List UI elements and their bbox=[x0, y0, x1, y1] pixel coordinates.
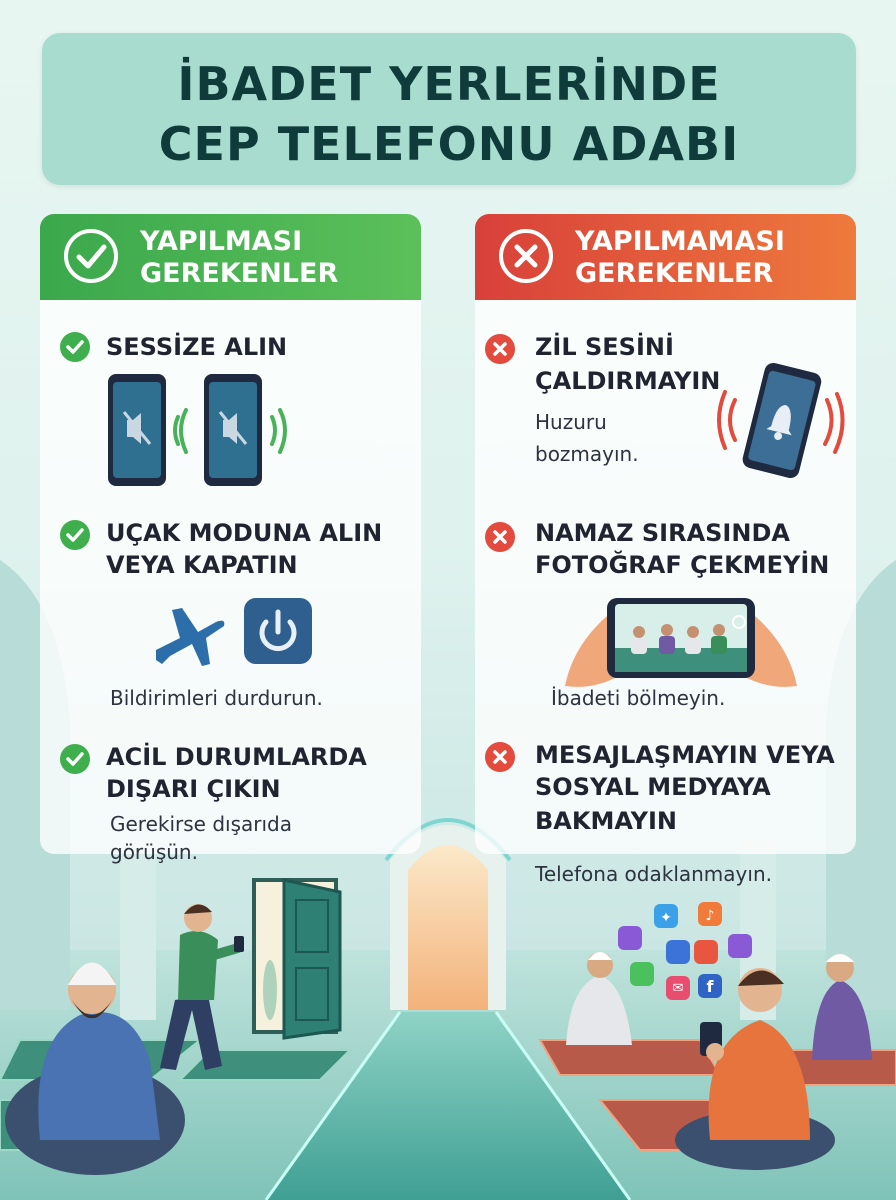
svg-text:✦: ✦ bbox=[660, 910, 672, 926]
dont-item-3-title-line-3: BAKMAYIN bbox=[535, 807, 678, 835]
svg-text:♪: ♪ bbox=[705, 908, 715, 924]
check-circle-icon bbox=[64, 229, 118, 283]
dont-header-line-1: YAPILMAMASI bbox=[575, 226, 785, 257]
x-circle-icon bbox=[499, 229, 553, 283]
svg-text:f: f bbox=[706, 977, 714, 996]
dont-item-2-title-line-1: NAMAZ SIRASINDA bbox=[535, 519, 790, 547]
social-media-icon bbox=[610, 900, 760, 1020]
do-item-2-desc: Bildirimleri durdurun. bbox=[110, 686, 323, 710]
do-item-3-title-line-2: DIŞARI ÇIKIN bbox=[106, 775, 281, 803]
do-item-2-title-line-2: VEYA KAPATIN bbox=[106, 551, 298, 579]
dont-item-2-desc: İbadeti bölmeyin. bbox=[551, 686, 726, 710]
dont-item-1-desc-line-1: Huzuru bbox=[535, 410, 607, 434]
x-icon bbox=[485, 742, 515, 772]
title-line-2: CEP TELEFONU ADABI bbox=[158, 117, 740, 171]
do-item-3-desc-line-1: Gerekirse dışarıda bbox=[110, 812, 292, 836]
x-icon bbox=[485, 334, 515, 364]
dont-item-3-title-line-2: SOSYAL MEDYAYA bbox=[535, 773, 771, 801]
dont-header-line-2: GEREKENLER bbox=[575, 258, 774, 289]
power-icon bbox=[244, 598, 312, 664]
silent-phone-icon bbox=[100, 372, 360, 490]
check-icon bbox=[60, 744, 90, 774]
do-header-line-1: YAPILMASI bbox=[140, 226, 303, 257]
x-icon bbox=[485, 522, 515, 552]
do-item-1-title: SESSİZE ALIN bbox=[106, 333, 288, 361]
ringing-phone-icon bbox=[715, 360, 845, 480]
dont-item-3-title-line-1: MESAJLAŞMAYIN VEYA bbox=[535, 741, 835, 769]
do-item-3-title-line-1: ACİL DURUMLARDA bbox=[106, 743, 367, 771]
dont-item-2-title-line-2: FOTOĞRAF ÇEKMEYİN bbox=[535, 551, 830, 579]
check-icon bbox=[60, 332, 90, 362]
dont-item-3-desc: Telefona odaklanmayın. bbox=[535, 862, 772, 886]
dont-item-1-desc-line-2: bozmayın. bbox=[535, 442, 639, 466]
do-item-3-desc-line-2: görüşün. bbox=[110, 840, 198, 864]
airplane-icon bbox=[150, 598, 230, 668]
check-icon bbox=[60, 520, 90, 550]
dont-panel bbox=[475, 214, 856, 854]
title-line-1: İBADET YERLERİNDE bbox=[177, 57, 721, 111]
do-header bbox=[40, 214, 421, 300]
svg-text:✉: ✉ bbox=[672, 981, 684, 996]
title-banner bbox=[42, 33, 856, 185]
camera-phone-icon bbox=[563, 586, 799, 698]
do-panel bbox=[40, 214, 421, 854]
do-item-2-title-line-1: UÇAK MODUNA ALIN bbox=[106, 519, 383, 547]
do-header-line-2: GEREKENLER bbox=[140, 258, 339, 289]
dont-item-1-title-line-1: ZİL SESİNİ bbox=[535, 333, 674, 361]
dont-item-1-title-line-2: ÇALDIRMAYIN bbox=[535, 367, 721, 395]
dont-header bbox=[475, 214, 856, 300]
